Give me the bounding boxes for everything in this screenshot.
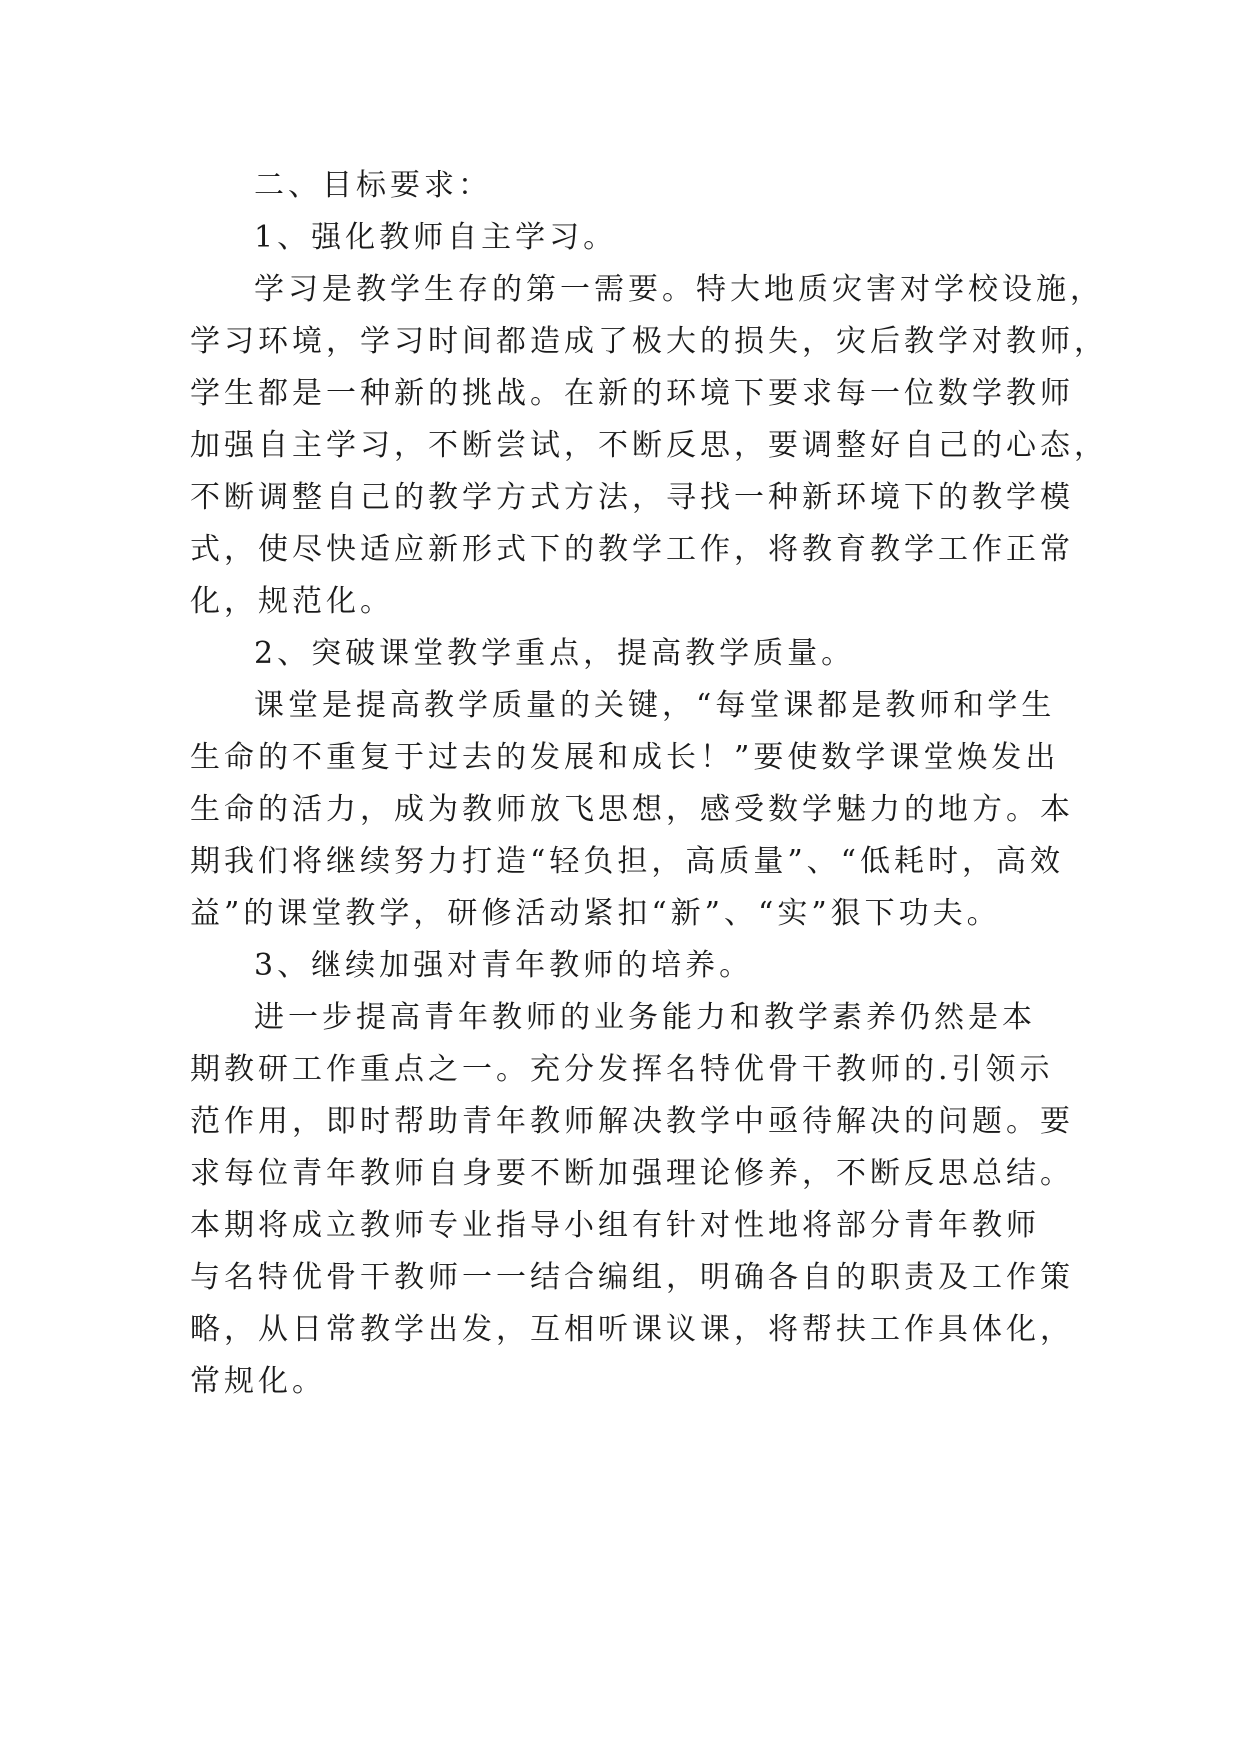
paragraph-line: 略，从日常教学出发，互相听课议课，将帮扶工作具体化， bbox=[190, 1312, 1074, 1347]
paragraph-line: 进一步提高青年教师的业务能力和教学素养仍然是本 bbox=[254, 1000, 1036, 1035]
subheading-2: 2、突破课堂教学重点，提高教学质量。 bbox=[254, 636, 856, 671]
paragraph-line: 学习是教学生存的第一需要。特大地质灾害对学校设施， bbox=[254, 272, 1104, 307]
paragraph-line: 求每位青年教师自身要不断加强理论修养，不断反思总结。 bbox=[190, 1156, 1074, 1191]
subheading-1: 1、强化教师自主学习。 bbox=[254, 220, 618, 255]
paragraph-line: 生命的不重复于过去的发展和成长！”要使数学课堂焕发出 bbox=[190, 740, 1060, 775]
paragraph-line: 期我们将继续努力打造“轻负担，高质量”、“低耗时，高效 bbox=[190, 844, 1065, 879]
subheading-3: 3、继续加强对青年教师的培养。 bbox=[254, 948, 754, 983]
paragraph-line: 与名特优骨干教师一一结合编组，明确各自的职责及工作策 bbox=[190, 1260, 1074, 1295]
paragraph-line: 益”的课堂教学，研修活动紧扣“新”、“实”狠下功夫。 bbox=[190, 896, 1001, 931]
paragraph-line: 加强自主学习，不断尝试，不断反思，要调整好自己的心态， bbox=[190, 428, 1108, 463]
paragraph-line: 课堂是提高教学质量的关键，“每堂课都是教师和学生 bbox=[254, 688, 1056, 723]
paragraph-line: 期教研工作重点之一。充分发挥名特优骨干教师的.引领示 bbox=[190, 1052, 1054, 1087]
paragraph-line: 本期将成立教师专业指导小组有针对性地将部分青年教师 bbox=[190, 1208, 1040, 1243]
paragraph-line: 化，规范化。 bbox=[190, 584, 394, 619]
section-heading-goals: 二、目标要求： bbox=[254, 168, 492, 203]
paragraph-line: 不断调整自己的教学方式方法，寻找一种新环境下的教学模 bbox=[190, 480, 1074, 515]
paragraph-line: 式，使尽快适应新形式下的教学工作，将教育教学工作正常 bbox=[190, 532, 1074, 567]
paragraph-line: 范作用，即时帮助青年教师解决教学中亟待解决的问题。要 bbox=[190, 1104, 1074, 1139]
paragraph-line: 生命的活力，成为教师放飞思想，感受数学魅力的地方。本 bbox=[190, 792, 1074, 827]
paragraph-line: 学生都是一种新的挑战。在新的环境下要求每一位数学教师 bbox=[190, 376, 1074, 411]
paragraph-line: 常规化。 bbox=[190, 1364, 326, 1399]
paragraph-line: 学习环境，学习时间都造成了极大的损失，灾后教学对教师， bbox=[190, 324, 1108, 359]
